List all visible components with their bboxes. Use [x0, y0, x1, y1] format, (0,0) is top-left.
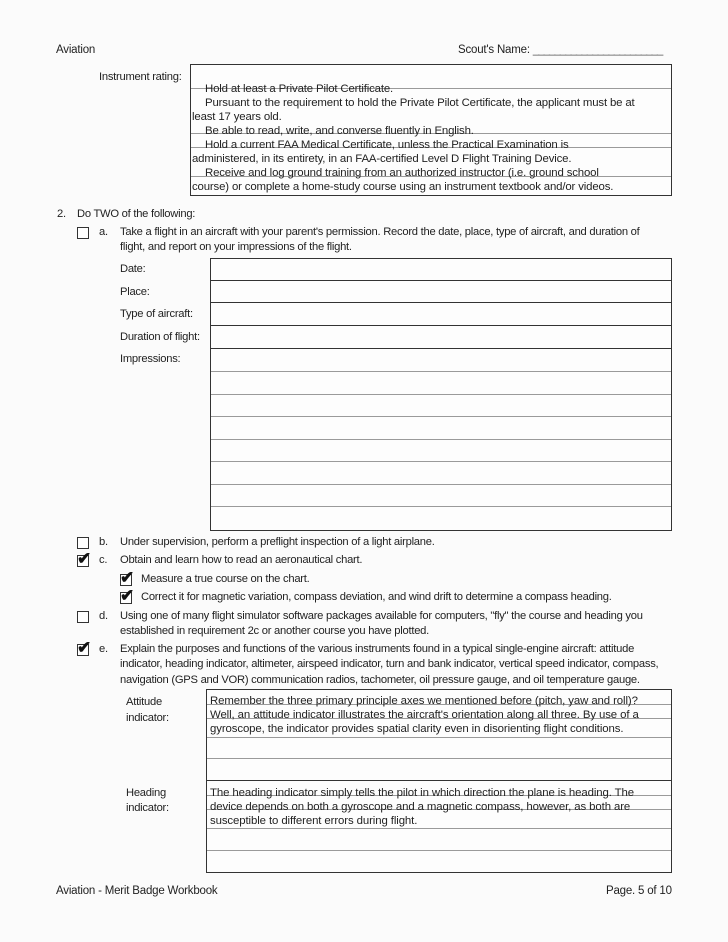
req2d-letter: d. — [99, 610, 108, 622]
checkmark-icon: ✔ — [120, 568, 135, 587]
req2e-line1: Explain the purposes and functions of the various instruments found in a typical single-engine aircraft: attitude — [120, 643, 635, 655]
instrument-rating-label: Instrument rating: — [99, 71, 182, 83]
page-number: Page. 5 of 10 — [606, 885, 672, 897]
heading-answer-line-2: device depends on both a gyroscope and a magnetic compass, however, as both are — [210, 801, 631, 813]
impressions-field[interactable] — [210, 348, 672, 531]
ir-line-5: Hold a current FAA Medical Certificate, unless the Practical Examination is — [205, 139, 569, 151]
ir-line-4: Be able to read, write, and converse fluently in English. — [205, 125, 474, 137]
req2a-line1: Take a flight in an aircraft with your parent's permission. Record the date, place, type of aircraft, and duration of — [120, 226, 640, 238]
req2e-checkbox[interactable] — [77, 638, 92, 657]
req2c-sub2-checkbox[interactable] — [120, 586, 135, 605]
req2e-line3: navigation (GPS and VOR) communication radios, tachometer, oil pressure gauge, and oil temperature gauge. — [120, 674, 640, 686]
req2d-checkbox[interactable] — [77, 611, 89, 623]
req2e-line2: indicator, heading indicator, altimeter, airspeed indicator, turn and bank indicator, vertical speed indicator, compass, — [120, 658, 659, 670]
header-title: Aviation — [56, 44, 96, 56]
heading-answer-line-3: susceptible to different errors during flight. — [210, 815, 418, 827]
place-field[interactable] — [210, 280, 672, 303]
req2c-sub2-text: Correct it for magnetic variation, compass deviation, and wind drift to determine a compass heading. — [141, 591, 612, 603]
req2c-sub1-text: Measure a true course on the chart. — [141, 573, 310, 585]
req2b-checkbox[interactable] — [77, 537, 89, 549]
ir-line-7: Receive and log ground training from an authorized instructor (i.e. ground school — [205, 167, 599, 179]
req2c-text: Obtain and learn how to read an aeronautical chart. — [120, 554, 363, 566]
footer-title: Aviation - Merit Badge Workbook — [56, 885, 218, 897]
attitude-answer-line-2: Well, an attitude indicator illustrates the aircraft's orientation along all three. By use of a — [210, 709, 639, 721]
heading-answer-line-1: The heading indicator simply tells the pilot in which direction the plane is heading. The — [210, 787, 634, 799]
ir-line-8: course) or complete a home-study course using an instrument textbook and/or videos. — [192, 181, 614, 193]
heading-label-1: Heading — [126, 787, 166, 799]
type-of-aircraft-field[interactable] — [210, 302, 672, 326]
heading-label-2: indicator: — [126, 802, 169, 814]
req2a-checkbox[interactable] — [77, 227, 89, 239]
ir-line-2: Pursuant to the requirement to hold the Private Pilot Certificate, the applicant must be at — [205, 97, 635, 109]
checkmark-icon: ✔ — [77, 549, 92, 568]
impressions-label: Impressions: — [120, 353, 181, 365]
type-of-aircraft-label: Type of aircraft: — [120, 308, 193, 320]
attitude-answer-line-3: gyroscope, the indicator provides spatial clarity even in disorienting flight conditions. — [210, 723, 624, 735]
checkmark-icon: ✔ — [77, 638, 92, 657]
checkmark-icon: ✔ — [120, 586, 135, 605]
ir-line-1: Hold at least a Private Pilot Certificate. — [205, 83, 394, 95]
req2e-letter: e. — [99, 643, 108, 655]
duration-label: Duration of flight: — [120, 331, 200, 343]
attitude-label-2: indicator: — [126, 712, 169, 724]
ir-line-3: least 17 years old. — [192, 111, 282, 123]
req2c-checkbox[interactable] — [77, 549, 92, 568]
date-field[interactable] — [210, 258, 672, 281]
scout-name-label: Scout's Name: — [458, 44, 530, 56]
place-label: Place: — [120, 286, 150, 298]
scout-name-field[interactable] — [458, 44, 662, 56]
req2-text: Do TWO of the following: — [77, 208, 196, 220]
duration-field[interactable] — [210, 325, 672, 349]
attitude-answer-line-1: Remember the three primary principle axes we mentioned before (pitch, yaw and roll)? — [210, 695, 638, 707]
req2c-letter: c. — [99, 554, 108, 566]
req2d-line2: established in requirement 2c or another course you have plotted. — [120, 625, 430, 637]
req2d-line1: Using one of many flight simulator software packages available for computers, "fly" the course and heading you — [120, 610, 643, 622]
req2c-sub1-checkbox[interactable] — [120, 568, 135, 587]
req2b-text: Under supervision, perform a preflight inspection of a light airplane. — [120, 536, 435, 548]
req2-number: 2. — [57, 208, 66, 220]
req2a-letter: a. — [99, 226, 108, 238]
date-label: Date: — [120, 263, 146, 275]
ir-line-6: administered, in its entirety, in an FAA-certified Level D Flight Training Device. — [192, 153, 572, 165]
req2b-letter: b. — [99, 536, 108, 548]
attitude-label-1: Attitude — [126, 696, 162, 708]
req2a-line2: flight, and report on your impressions of the flight. — [120, 241, 352, 253]
scout-name-blank: ________________________ — [532, 44, 663, 56]
